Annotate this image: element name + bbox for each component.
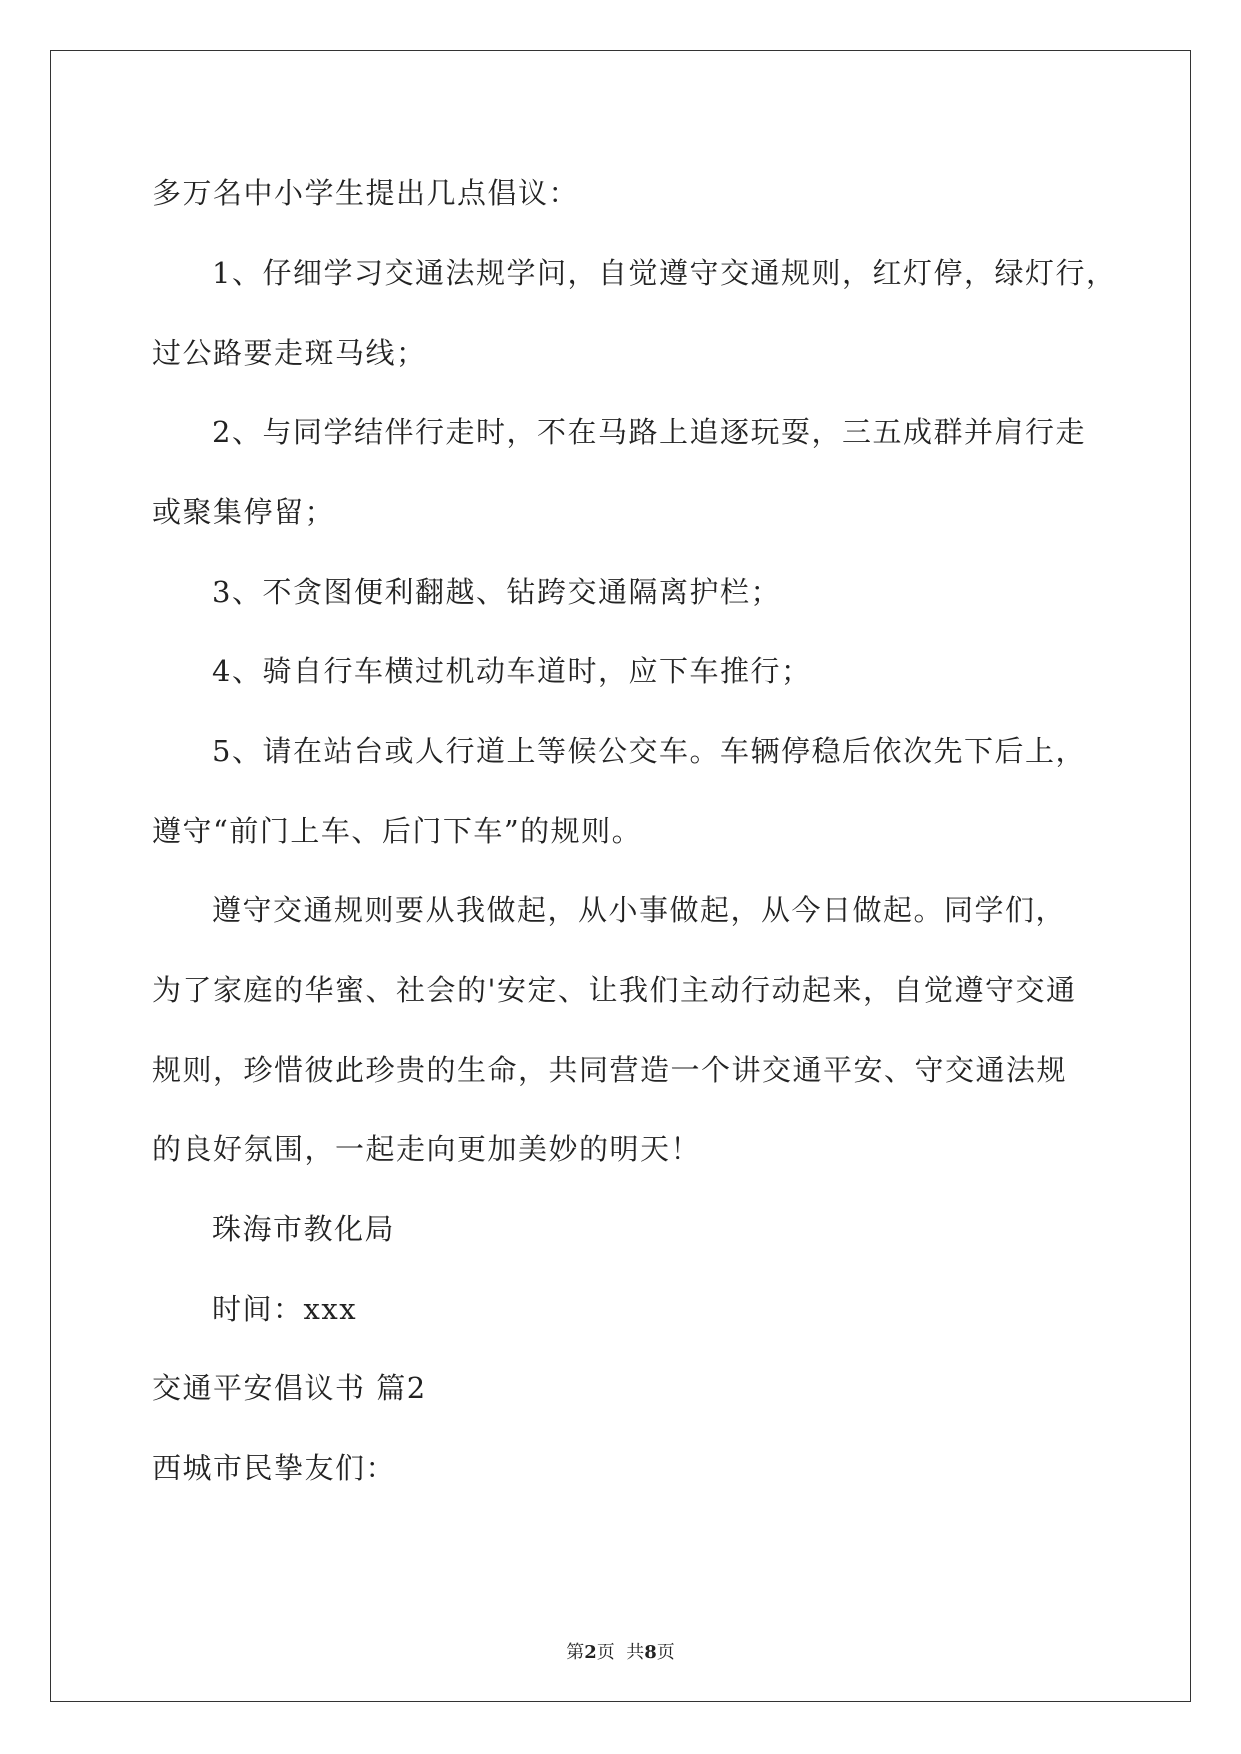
text-line: 过公路要走斑马线； <box>152 336 427 370</box>
footer-suffix: 页 <box>656 1642 675 1663</box>
footer-prefix: 第 <box>566 1642 585 1663</box>
footer-mid: 页 共 <box>596 1642 645 1663</box>
text-line: 或聚集停留； <box>152 495 336 529</box>
page-footer <box>0 1641 1241 1665</box>
text-line: 4、骑自行车横过机动车道时，应下车推行； <box>212 654 812 688</box>
footer-total-pages: 8 <box>644 1642 657 1663</box>
text-line: 5、请在站台或人行道上等候公交车。车辆停稳后依次先下后上， <box>212 734 1086 768</box>
text-line: 1、仔细学习交通法规学问，自觉遵守交通规则，红灯停，绿灯行， <box>212 256 1117 290</box>
text-line: 的良好氛围，一起走向更加美妙的明天！ <box>152 1132 702 1166</box>
section-heading: 交通平安倡议书 篇2 <box>152 1371 427 1405</box>
text-line: 多万名中小学生提出几点倡议： <box>152 176 580 210</box>
text-line: 3、不贪图便利翻越、钻跨交通隔离护栏； <box>212 575 781 609</box>
text-line: 遵守“前门上车、后门下车”的规则。 <box>152 814 643 848</box>
text-line: 遵守交通规则要从我做起，从小事做起，从今日做起。同学们， <box>212 893 1067 927</box>
salutation: 西城市民挚友们： <box>152 1451 397 1485</box>
text-line: 规则，珍惜彼此珍贵的生命，共同营造一个讲交通平安、守交通法规 <box>152 1053 1068 1087</box>
signature-org: 珠海市教化局 <box>212 1212 396 1246</box>
signature-date: 时间：xxx <box>212 1292 358 1326</box>
text-line: 2、与同学结伴行走时，不在马路上追逐玩耍，三五成群并肩行走 <box>212 415 1086 449</box>
footer-current-page: 2 <box>584 1642 597 1663</box>
text-line: 为了家庭的华蜜、社会的'安定、让我们主动行动起来，自觉遵守交通 <box>152 973 1077 1007</box>
